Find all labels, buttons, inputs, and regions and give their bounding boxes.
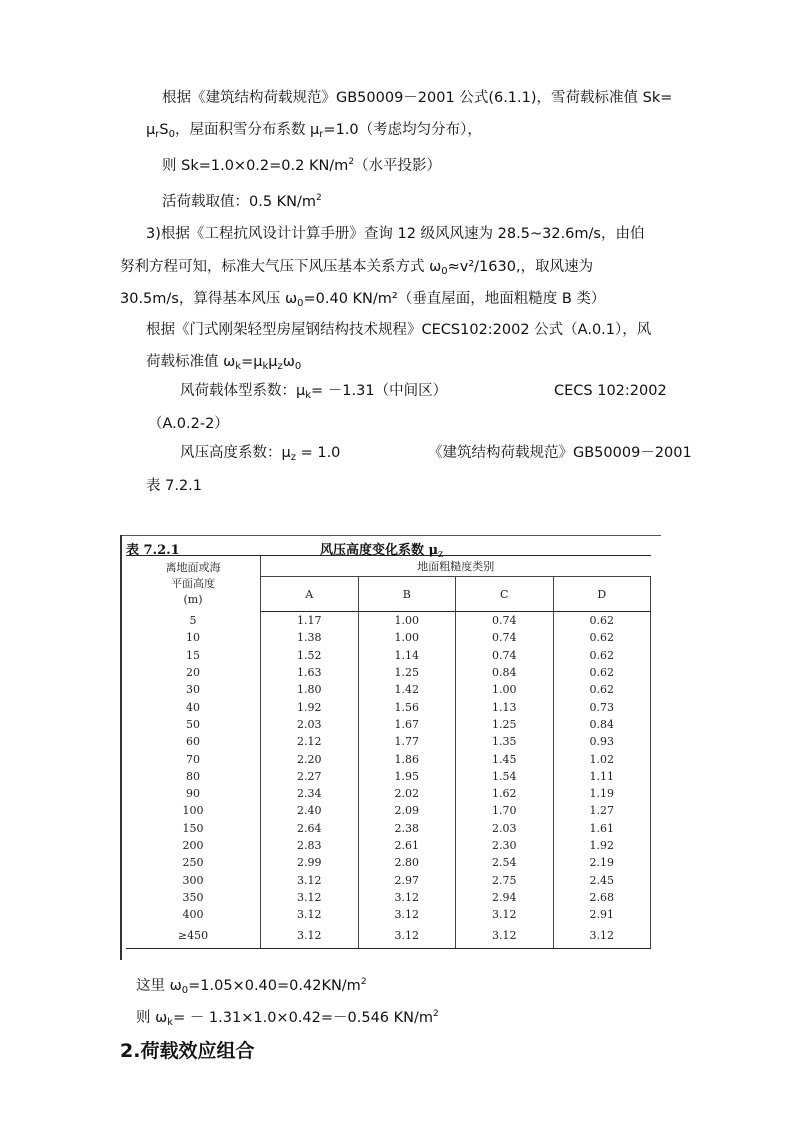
coefficient-cell: 2.61 [358, 837, 456, 854]
table-row [126, 733, 651, 750]
coefficient-cell: 2.03 [261, 716, 359, 733]
column-header-d: D [553, 577, 651, 612]
coefficient-cell: 1.77 [358, 733, 456, 750]
coefficient-cell: 1.86 [358, 750, 456, 767]
height-cell: 5 [126, 612, 261, 630]
roughness-group-header: 地面粗糙度类别 [261, 556, 651, 577]
coefficient-cell: 2.68 [553, 889, 651, 906]
coefficient-cell: 3.12 [358, 923, 456, 949]
height-cell: 250 [126, 854, 261, 871]
coefficient-cell: 2.64 [261, 820, 359, 837]
wind-speed-line: 3)根据《工程抗风设计计算手册》查询 12 级风风速为 28.5~32.6m/s，由伯 [146, 226, 645, 242]
table-row [126, 820, 651, 837]
coefficient-cell: 3.12 [261, 923, 359, 949]
table-row [126, 750, 651, 767]
basic-wind-pressure-line: 30.5m/s，算得基本风压 $\omega_0=0.40$ KN/m²（垂直屋面，地面粗糙度 B 类） [120, 291, 606, 309]
bernoulli-line: 努利方程可知，标准大气压下风压基本关系方式 $\omega_0\approx v^2/1630$,，取风速为 [120, 259, 594, 277]
table-caption: 表 7.2.1 [126, 543, 180, 558]
coefficient-cell: 0.74 [456, 629, 554, 646]
table-top-border [122, 535, 661, 536]
coefficient-cell: 2.54 [456, 854, 554, 871]
coefficient-cell: 1.11 [553, 768, 651, 785]
omega-k-result-line: 则 $\omega_k= - 1.31\times 1.0\times 0.42=-0.546$ $KN/m^2$ [136, 1009, 439, 1028]
coefficient-cell: 1.00 [456, 681, 554, 698]
height-cell: 10 [126, 629, 261, 646]
coefficient-cell: 1.27 [553, 802, 651, 819]
coefficient-cell: 3.12 [456, 923, 554, 949]
height-cell: 70 [126, 750, 261, 767]
height-cell: 40 [126, 698, 261, 715]
coefficient-cell: 1.56 [358, 698, 456, 715]
table-row [126, 768, 651, 785]
coefficient-cell: 1.80 [261, 681, 359, 698]
height-cell: ≥450 [126, 923, 261, 949]
wind-standard-value-line: 荷载标准值 $\omega_k=\mu_k\mu_z\omega_0$ [146, 354, 302, 372]
coefficient-table [126, 555, 651, 949]
height-cell: 15 [126, 647, 261, 664]
coefficient-cell: 2.02 [358, 785, 456, 802]
height-cell: 80 [126, 768, 261, 785]
coefficient-cell: 1.25 [358, 664, 456, 681]
coefficient-cell: 3.12 [456, 906, 554, 923]
coefficient-cell: 2.30 [456, 837, 554, 854]
coefficient-cell: 0.62 [553, 612, 651, 630]
coefficient-cell: 0.62 [553, 629, 651, 646]
coefficient-cell: 0.62 [553, 647, 651, 664]
coefficient-cell: 1.38 [261, 629, 359, 646]
height-cell: 60 [126, 733, 261, 750]
table-row [126, 612, 651, 630]
coefficient-cell: 2.12 [261, 733, 359, 750]
table-row [126, 681, 651, 698]
coefficient-cell: 1.00 [358, 629, 456, 646]
coefficient-cell: 0.62 [553, 664, 651, 681]
coefficient-cell: 0.62 [553, 681, 651, 698]
coefficient-cell: 3.12 [261, 906, 359, 923]
coefficient-cell: 1.61 [553, 820, 651, 837]
coefficient-cell: 2.80 [358, 854, 456, 871]
height-cell: 90 [126, 785, 261, 802]
cecs-clause-line: （A.0.2-2） [148, 416, 229, 432]
table-row [126, 837, 651, 854]
coefficient-cell: 3.12 [358, 906, 456, 923]
height-cell: 200 [126, 837, 261, 854]
coefficient-cell: 1.92 [261, 698, 359, 715]
table-row [126, 906, 651, 923]
cecs-formula-line: 根据《门式刚架轻型房屋钢结构技术规程》CECS102:2002 公式（A.0.1），风 [146, 322, 652, 338]
coefficient-cell: 2.99 [261, 854, 359, 871]
coefficient-cell: 1.70 [456, 802, 554, 819]
coefficient-cell: 2.97 [358, 871, 456, 888]
coefficient-cell: 2.27 [261, 768, 359, 785]
coefficient-cell: 1.95 [358, 768, 456, 785]
coefficient-cell: 2.19 [553, 854, 651, 871]
coefficient-cell: 3.12 [358, 889, 456, 906]
section-heading: 2.荷载效应组合 [120, 1040, 255, 1062]
coefficient-cell: 0.84 [553, 716, 651, 733]
coefficient-cell: 2.75 [456, 871, 554, 888]
height-cell: 300 [126, 871, 261, 888]
coefficient-cell: 1.42 [358, 681, 456, 698]
omega0-adjusted-line: 这里 $\omega_0=1.05\times 0.40=0.42KN/m^2$ [136, 977, 367, 996]
height-coefficient-line: 风压高度系数：$\mu_z = 1.0$ [180, 445, 341, 463]
coefficient-cell: 1.17 [261, 612, 359, 630]
table-row [126, 629, 651, 646]
coefficient-cell: 1.14 [358, 647, 456, 664]
table-row [126, 923, 651, 949]
coefficient-cell: 0.73 [553, 698, 651, 715]
coefficient-cell: 1.92 [553, 837, 651, 854]
table-row [126, 802, 651, 819]
coefficient-cell: 0.74 [456, 612, 554, 630]
coefficient-cell: 1.67 [358, 716, 456, 733]
coefficient-cell: 1.19 [553, 785, 651, 802]
table-row [126, 871, 651, 888]
table-left-border [120, 535, 122, 960]
coefficient-cell: 2.20 [261, 750, 359, 767]
table-row [126, 698, 651, 715]
shape-coefficient-source: CECS 102:2002 [554, 383, 667, 399]
coefficient-cell: 0.93 [553, 733, 651, 750]
table-row [126, 889, 651, 906]
coefficient-cell: 3.12 [261, 871, 359, 888]
coefficient-cell: 1.62 [456, 785, 554, 802]
coefficient-cell: 2.91 [553, 906, 651, 923]
coefficient-cell: 1.52 [261, 647, 359, 664]
coefficient-cell: 2.94 [456, 889, 554, 906]
coefficient-cell: 2.34 [261, 785, 359, 802]
height-cell: 20 [126, 664, 261, 681]
height-cell: 50 [126, 716, 261, 733]
coefficient-cell: 0.84 [456, 664, 554, 681]
table-row [126, 716, 651, 733]
coefficient-cell: 1.63 [261, 664, 359, 681]
wind-height-coefficient-table [120, 535, 661, 960]
coefficient-cell: 1.45 [456, 750, 554, 767]
coefficient-cell: 2.09 [358, 802, 456, 819]
table-row [126, 785, 651, 802]
coefficient-cell: 2.40 [261, 802, 359, 819]
height-header: 离地面或海 平面高度 (m) [126, 556, 261, 612]
coefficient-cell: 1.13 [456, 698, 554, 715]
column-header-a: A [261, 577, 359, 612]
table-row [126, 647, 651, 664]
height-cell: 100 [126, 802, 261, 819]
coefficient-cell: 3.12 [553, 923, 651, 949]
coefficient-cell: 2.03 [456, 820, 554, 837]
coefficient-cell: 1.35 [456, 733, 554, 750]
coefficient-cell: 1.00 [358, 612, 456, 630]
height-cell: 350 [126, 889, 261, 906]
coefficient-cell: 1.02 [553, 750, 651, 767]
snow-result-line: 则 Sk=1.0×0.2=0.2 $KN/m^2$（水平投影） [162, 157, 442, 174]
height-cell: 30 [126, 681, 261, 698]
height-cell: 150 [126, 820, 261, 837]
table-row [126, 664, 651, 681]
coefficient-cell: 2.45 [553, 871, 651, 888]
height-cell: 400 [126, 906, 261, 923]
coefficient-cell: 1.54 [456, 768, 554, 785]
coefficient-cell: 2.38 [358, 820, 456, 837]
height-coefficient-source: 《建筑结构荷载规范》GB50009－2001 [428, 445, 692, 461]
snow-coefficient-line: $\mu_rS_0$，屋面积雪分布系数 $\mu_r=1.0$（考虑均匀分布）， [146, 122, 482, 140]
column-header-b: B [358, 577, 456, 612]
table-row [126, 854, 651, 871]
table-reference-line: 表 7.2.1 [146, 478, 203, 494]
coefficient-cell: 2.83 [261, 837, 359, 854]
coefficient-cell: 3.12 [261, 889, 359, 906]
live-load-line: 活荷载取值：0.5 $KN/m^2$ [162, 193, 322, 210]
coefficient-cell: 0.74 [456, 647, 554, 664]
snow-load-line: 根据《建筑结构荷载规范》GB50009－2001 公式(6.1.1)，雪荷载标准值 Sk= [162, 90, 673, 106]
table-title: 风压高度变化系数 $\mu_z$ [320, 543, 444, 560]
coefficient-cell: 1.25 [456, 716, 554, 733]
shape-coefficient-line: 风荷载体型系数：$\mu_k= -1.31$（中间区） [180, 383, 448, 401]
column-header-c: C [456, 577, 554, 612]
